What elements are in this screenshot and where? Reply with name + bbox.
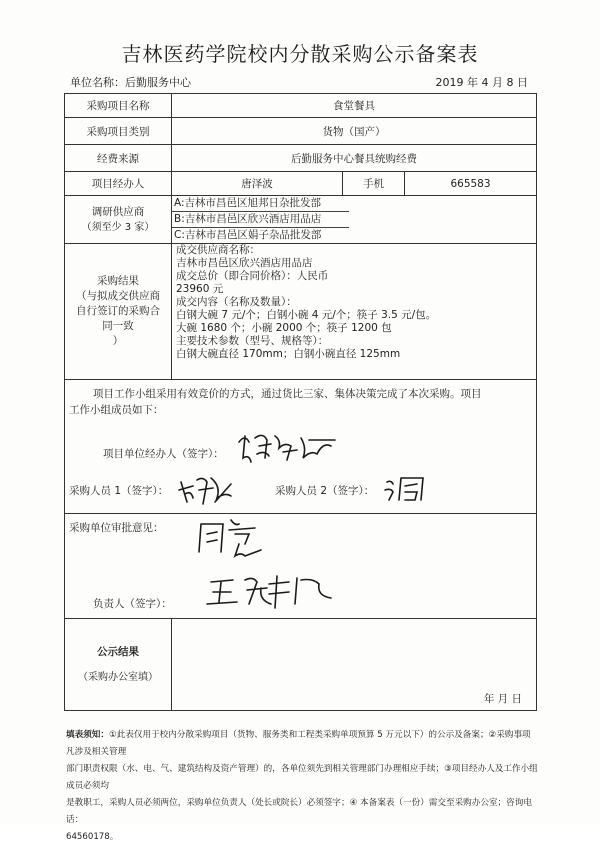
manager-sign-label: 项目单位经办人（签字）： <box>103 448 224 460</box>
result-line: 白钢大碗 7 元/个；白钢小碗 4 元/个；筷子 3.5 元/包。 <box>176 309 437 321</box>
suppliers-label-line-2: （须至少 3 家） <box>81 221 155 233</box>
footer-lead: 填表须知： <box>66 730 109 740</box>
manager-row <box>65 172 537 196</box>
publicity-result-label: 公示结果 <box>97 645 139 658</box>
form-title: 吉林医药学院校内分散采购公示备案表 <box>121 42 479 66</box>
publicity-row <box>65 619 537 711</box>
footer-line-4: 64560178。 <box>66 832 119 842</box>
result-line: 白钢大碗直径 170mm；白钢小碗直径 125mm <box>176 348 401 360</box>
approval-row <box>65 514 537 619</box>
result-label-line: 自行签订的采购合 <box>76 305 160 317</box>
phone-label: 手机 <box>343 172 405 196</box>
project-category-value: 货物（国产） <box>172 118 537 145</box>
result-line: 成交供应商名称： <box>176 244 260 256</box>
member2-sign-label: 采购人员 2（签字）： <box>275 485 375 497</box>
manager-signature <box>235 428 343 470</box>
unit-name-line <box>70 74 191 90</box>
fund-source-label: 经费来源 <box>65 145 172 172</box>
unit-name-value: 后勤服务中心 <box>125 76 191 89</box>
work-group-cell <box>65 380 537 514</box>
publicity-office-label: （采购办公室填） <box>78 671 158 683</box>
result-line: 成交总价（即合同价格）：人民币 <box>176 270 329 282</box>
work-group-row <box>65 380 537 514</box>
leader-signature <box>205 570 345 614</box>
project-name-value: 食堂餐具 <box>172 94 537 118</box>
manager-label: 项目经办人 <box>65 172 172 196</box>
footer-notes <box>66 727 538 846</box>
approval-signature <box>195 516 265 560</box>
approval-opinion-label: 采购单位审批意见： <box>69 522 164 534</box>
suppliers-list <box>172 196 537 244</box>
project-name-label: 采购项目名称 <box>65 94 172 118</box>
result-details <box>172 244 537 380</box>
result-label-line: 同一致 <box>102 320 134 332</box>
footer-line <box>66 727 538 761</box>
publicity-content-cell <box>172 619 537 711</box>
result-label <box>65 244 172 380</box>
work-group-statement: 项目工作小组采用有效竞价的方式，通过货比三家、集体决策完成了本次采购。项目 <box>93 388 482 400</box>
supplier-item: A:吉林市昌邑区旭邦日杂批发部 <box>172 196 349 212</box>
suppliers-label <box>65 196 172 244</box>
suppliers-row <box>65 196 537 244</box>
supplier-item: C:吉林市昌邑区娟子杂品批发部 <box>174 229 322 241</box>
suppliers-label-line-1: 调研供应商 <box>91 205 145 218</box>
supplier-item: B:吉林市昌邑区欣兴酒店用品店 <box>172 212 349 228</box>
publicity-label-cell <box>65 619 172 711</box>
project-category-label: 采购项目类别 <box>65 118 172 145</box>
fund-source-value: 后勤服务中心餐具统购经费 <box>172 145 537 172</box>
result-line: 吉林市昌邑区欣兴酒店用品店 <box>176 257 313 269</box>
member2-signature <box>383 470 441 504</box>
footer-line-2: 部门职责权限（水、电、气、建筑结构及资产管理）的，各单位须先到相关管理部门办理相应手续；③项目经办人及工作小组成员必须均 <box>66 764 538 791</box>
work-group-statement-cont: 工作小组成员如下： <box>69 404 164 416</box>
approval-cell <box>65 514 537 619</box>
result-line: 大碗 1680 个；小碗 2000 个；筷子 1200 包 <box>176 322 392 334</box>
leader-sign-label: 负责人（签字）： <box>93 598 172 610</box>
result-line: 23960 元 <box>176 283 224 295</box>
manager-value: 唐泽波 <box>172 172 343 196</box>
procurement-table <box>64 93 537 711</box>
result-line: 成交内容（名称及数量）： <box>176 296 297 308</box>
member1-signature <box>177 472 235 508</box>
result-row <box>65 244 537 380</box>
result-label-line: （与拟成交供应商 <box>76 290 160 302</box>
result-label-line: ） <box>112 335 124 347</box>
publicity-date: 年 月 日 <box>483 693 522 705</box>
project-name-row <box>65 94 537 118</box>
phone-value: 665583 <box>405 172 537 196</box>
fund-source-row <box>65 145 537 172</box>
unit-name-label: 单位名称： <box>70 76 125 89</box>
result-line: 主要技术参数（型号、规格等）： <box>176 335 329 347</box>
footer-line-1: ①此表仅用于校内分散采购项目（货物、服务类和工程类采购单项预算 5 万元以下）的公示及备案；②采购事项凡涉及相关管理 <box>66 730 531 757</box>
footer-line-3: 是教职工，采购人员必须两位，采购单位负责人（处长或院长）必须签字；④ 本备案表（一份）需交至采购办公室；咨询电话： <box>66 798 532 825</box>
project-category-row <box>65 118 537 145</box>
form-date: 2019 年 4 月 8 日 <box>435 76 528 89</box>
member1-sign-label: 采购人员 1（签字）： <box>69 485 169 497</box>
result-label-line: 采购结果 <box>97 275 139 287</box>
